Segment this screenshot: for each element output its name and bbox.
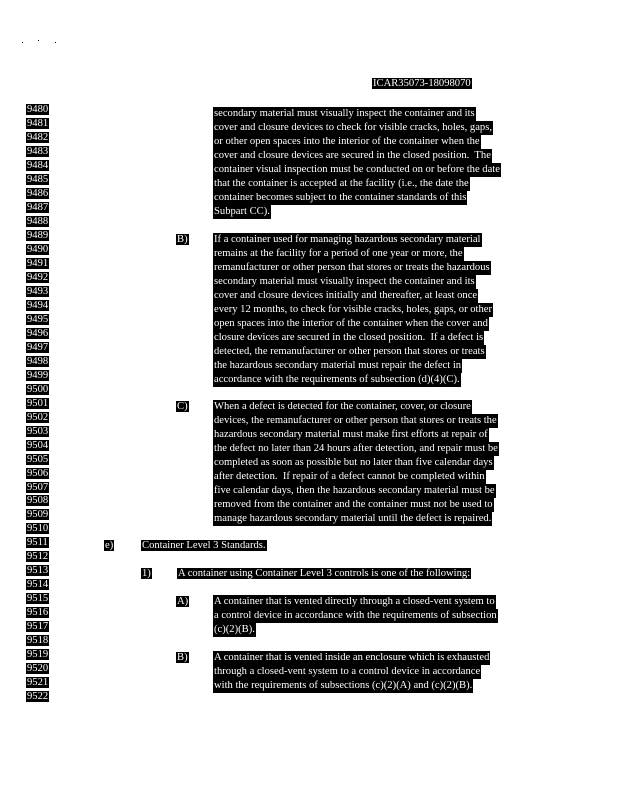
line-number: 9483: [27, 145, 49, 157]
paragraph-line: remanufacturer or other person that stores or treats the hazardous: [214, 262, 490, 273]
paragraph-line: detected, the remanufacturer or other person that stores or treats: [214, 346, 485, 357]
line-number: 9498: [27, 355, 49, 367]
item-1b-marker: B): [177, 652, 188, 663]
paragraph-line: hazardous secondary material must make first efforts at repair of: [214, 429, 488, 440]
paragraph-line: secondary material must visually inspect the container and its: [214, 276, 475, 287]
paragraph-line: five calendar days, then the hazardous secondary material must be: [214, 485, 495, 496]
line-number: 9485: [27, 173, 49, 185]
line-number: 9505: [27, 453, 49, 465]
line-number: 9482: [27, 132, 49, 143]
item-b-paragraph: [213, 229, 493, 383]
line-number: 9504: [27, 439, 49, 451]
paragraph-line: the hazardous secondary material must repair the defect in: [214, 360, 462, 371]
document-id: ICAR35073-18098070: [373, 78, 471, 89]
paragraph-line: with the requirements of subsections (c)(2)(A) and (c)(2)(B).: [214, 680, 473, 691]
line-number: 9481: [27, 118, 49, 129]
line-number: 9519: [27, 649, 49, 661]
paragraph-line: When a defect is detected for the container, cover, or closure: [214, 401, 471, 412]
line-number: 9506: [27, 467, 49, 479]
paragraph-line: or other open spaces into the interior of the container when the: [214, 136, 480, 147]
paragraph-line: accordance with the requirements of subsection (d)(4)(C).: [214, 374, 460, 385]
line-number: 9495: [27, 313, 49, 325]
paragraph-line: (c)(2)(B).: [214, 624, 255, 635]
document-id-header: [372, 73, 472, 91]
paragraph-line: A container that is vented inside an enclosure which is exhausted: [214, 652, 490, 663]
line-number: 9492: [27, 271, 49, 283]
item-b-marker: B): [177, 234, 188, 245]
paragraph-line: closure devices are secured in the closed position. If a defect is: [214, 332, 484, 343]
line-number: 9493: [27, 285, 49, 297]
line-number: 9490: [27, 243, 49, 255]
scan-speck: [22, 42, 23, 43]
line-number: 9516: [27, 607, 49, 619]
line-number: 9521: [27, 677, 49, 689]
paragraph-line: through a closed-vent system to a control device in accordance: [214, 666, 481, 677]
line-number: 9503: [27, 425, 49, 437]
section-e-heading: Container Level 3 Standards.: [142, 540, 266, 551]
line-number: 9491: [27, 257, 49, 269]
scan-speck: [55, 42, 56, 43]
paragraph-line: cover and closure devices to check for visible cracks, holes, gaps,: [214, 122, 492, 133]
scan-speck: [38, 40, 39, 41]
line-number: 9511: [27, 537, 48, 549]
item-c-marker: C): [177, 401, 188, 412]
paragraph-line: after detection. If repair of a defect cannot be completed within: [214, 471, 485, 482]
line-number: 9499: [27, 369, 49, 381]
line-number: 9487: [27, 201, 49, 213]
line-number: 9500: [27, 383, 49, 395]
line-number: 9512: [27, 551, 49, 563]
paragraph-line: removed from the container and the container must not be used to: [214, 499, 493, 510]
line-number: 9509: [27, 509, 49, 521]
paragraph-line: container becomes subject to the container standards of this: [214, 192, 467, 203]
paragraph-line: devices, the remanufacturer or other person that stores or treats the: [214, 415, 497, 426]
line-number: 9514: [27, 579, 49, 591]
paragraph-line: that the container is accepted at the facility (i.e., the date the: [214, 178, 469, 189]
paragraph-line: cover and closure devices are secured in the closed position. The: [214, 150, 491, 161]
paragraph-line: every 12 months, to check for visible cracks, holes, gaps, or other: [214, 304, 493, 315]
paragraph-line: the defect no later than 24 hours after detection, and repair must be: [214, 443, 498, 454]
item-1a-paragraph: [213, 591, 498, 633]
paragraph-line: container visual inspection must be conducted on or before the date: [214, 164, 500, 175]
line-number: 9507: [27, 481, 49, 493]
line-number: 9513: [27, 565, 49, 577]
paragraph-line: secondary material must visually inspect the container and its: [214, 108, 475, 119]
line-number: 9484: [27, 159, 49, 171]
paragraph-line: remains at the facility for a period of one year or more, the: [214, 248, 463, 259]
paragraph-line: If a container used for managing hazardous secondary material: [214, 234, 481, 245]
paragraph-line: a control device in accordance with the requirements of subsection: [214, 610, 497, 621]
line-number: 9518: [27, 635, 49, 647]
line-number: 9520: [27, 663, 49, 675]
line-number: 9480: [27, 104, 49, 115]
line-number: 9497: [27, 341, 49, 353]
paragraph-line: open spaces into the interior of the container when the cover and: [214, 318, 488, 329]
line-number: 9508: [27, 495, 49, 507]
paragraph-line: Subpart CC).: [214, 206, 270, 217]
line-number: 9494: [27, 299, 49, 311]
item-1a-marker: A): [177, 596, 189, 607]
item-1b-paragraph: [213, 647, 490, 689]
paragraph-line: A container that is vented directly through a closed-vent system to: [214, 596, 495, 607]
paragraph-line: cover and closure devices initially and thereafter, at least once: [214, 290, 478, 301]
line-number: 9486: [27, 187, 49, 199]
item-c-paragraph: [213, 396, 499, 522]
line-number: 9510: [27, 523, 49, 535]
line-number: 9489: [27, 229, 49, 241]
paragraph-line: manage hazardous secondary material until the defect is repaired.: [214, 513, 492, 524]
line-number: 9501: [27, 397, 49, 409]
paragraph-continuation: [213, 103, 501, 215]
line-number: 9496: [27, 327, 49, 339]
line-number: 9488: [27, 215, 49, 227]
line-number: 9522: [27, 691, 49, 703]
item-1-marker: 1): [142, 568, 151, 579]
line-number: 9502: [27, 411, 49, 423]
line-number: 9515: [27, 593, 49, 605]
paragraph-line: completed as soon as possible but no later than five calendar days: [214, 457, 493, 468]
section-e-marker: e): [105, 540, 114, 551]
item-1-text: A container using Container Level 3 controls is one of the following:: [178, 568, 471, 579]
line-number: 9517: [27, 621, 49, 633]
